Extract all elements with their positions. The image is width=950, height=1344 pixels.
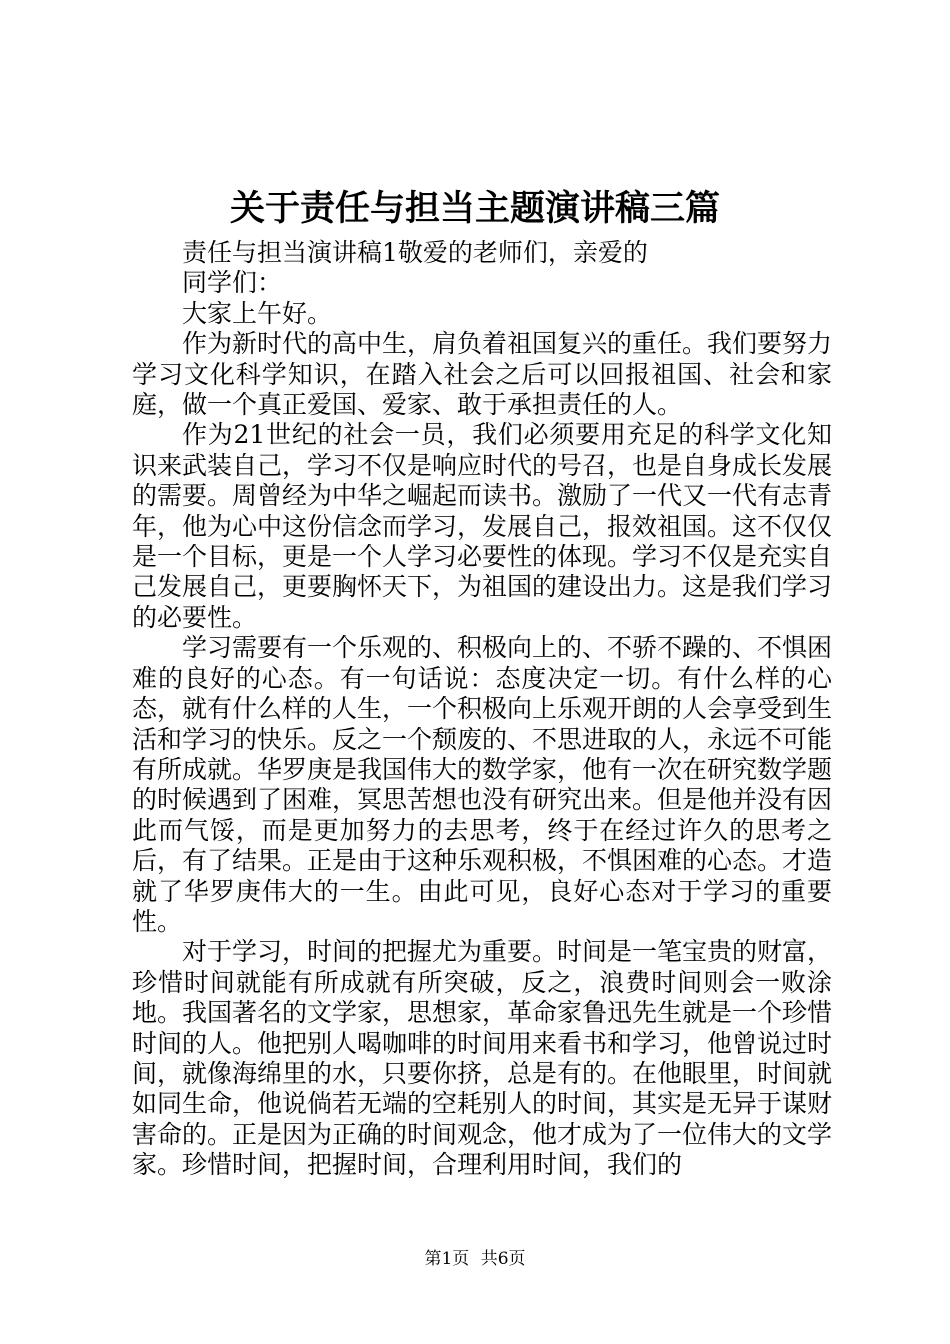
document-title: 关于责任与担当主题演讲稿三篇 — [229, 188, 720, 229]
page-footer — [0, 1244, 950, 1269]
paragraph-body: 对于学习，时间的把握尤为重要。时间是一笔宝贵的财富，珍惜时间就能有所成就有所突破，反之，浪费时间则会一败涂地。我国著名的文学家，思想家，革命家鲁迅先生就是一个珍惜时间的人。他把别人喝咖啡的时间用来看书和学习，他曾说过时间，就像海绵里的水，只要你挤，总是有的。在他眼里，时间就如同生命，他说倘若无端的空耗别人的时间，其实是无异于谋财害命的。正是因为正确的时间观念，他才成为了一位伟大的文学家。珍惜时间，把握时间，合理利用时间，我们的 — [132, 937, 833, 1180]
paragraph-greeting: 大家上午好。 — [182, 298, 333, 328]
paragraph-body: 作为新时代的高中生，肩负着祖国复兴的重任。我们要努力学习文化科学知识，在踏入社会之后可以回报祖国、社会和家庭，做一个真正爱国、爱家、敢于承担责任的人。 — [132, 329, 833, 420]
document-body — [132, 238, 832, 1181]
paragraph-salutation: 同学们： — [182, 268, 283, 298]
paragraph-intro: 责任与担当演讲稿1敬爱的老师们，亲爱的 — [182, 238, 648, 267]
page-number: 第1页 — [424, 1249, 470, 1269]
paragraph-body: 学习需要有一个乐观的、积极向上的、不骄不躁的、不惧困难的良好的心态。有一句话说：态度决定一切。有什么样的心态，就有什么样的人生，一个积极向上乐观开朗的人会享受到生活和学习的快乐。反之一个颓废的、不思进取的人，永远不可能有所成就。华罗庚是我国伟大的数学家，他有一次在研究数学题的时候遇到了困难，冥思苦想也没有研究出来。但是他并没有因此而气馁，而是更加努力的去思考，终于在经过许久的思考之后，有了结果。正是由于这种乐观积极，不惧困难的心态。才造就了华罗庚伟大的一生。由此可见，良好心态对于学习的重要性。 — [132, 633, 833, 936]
page-total: 共6页 — [480, 1249, 526, 1269]
paragraph-body: 作为21世纪的社会一员，我们必须要用充足的科学文化知识来武装自己，学习不仅是响应时代的号召，也是自身成长发展的需要。周曾经为中华之崛起而读书。激励了一代又一代有志青年，他为心中这份信念而学习，发展自己，报效祖国。这不仅仅是一个目标，更是一个人学习必要性的体现。学习不仅是充实自己发展自己，更要胸怀天下，为祖国的建设出力。这是我们学习的必要性。 — [132, 420, 833, 632]
